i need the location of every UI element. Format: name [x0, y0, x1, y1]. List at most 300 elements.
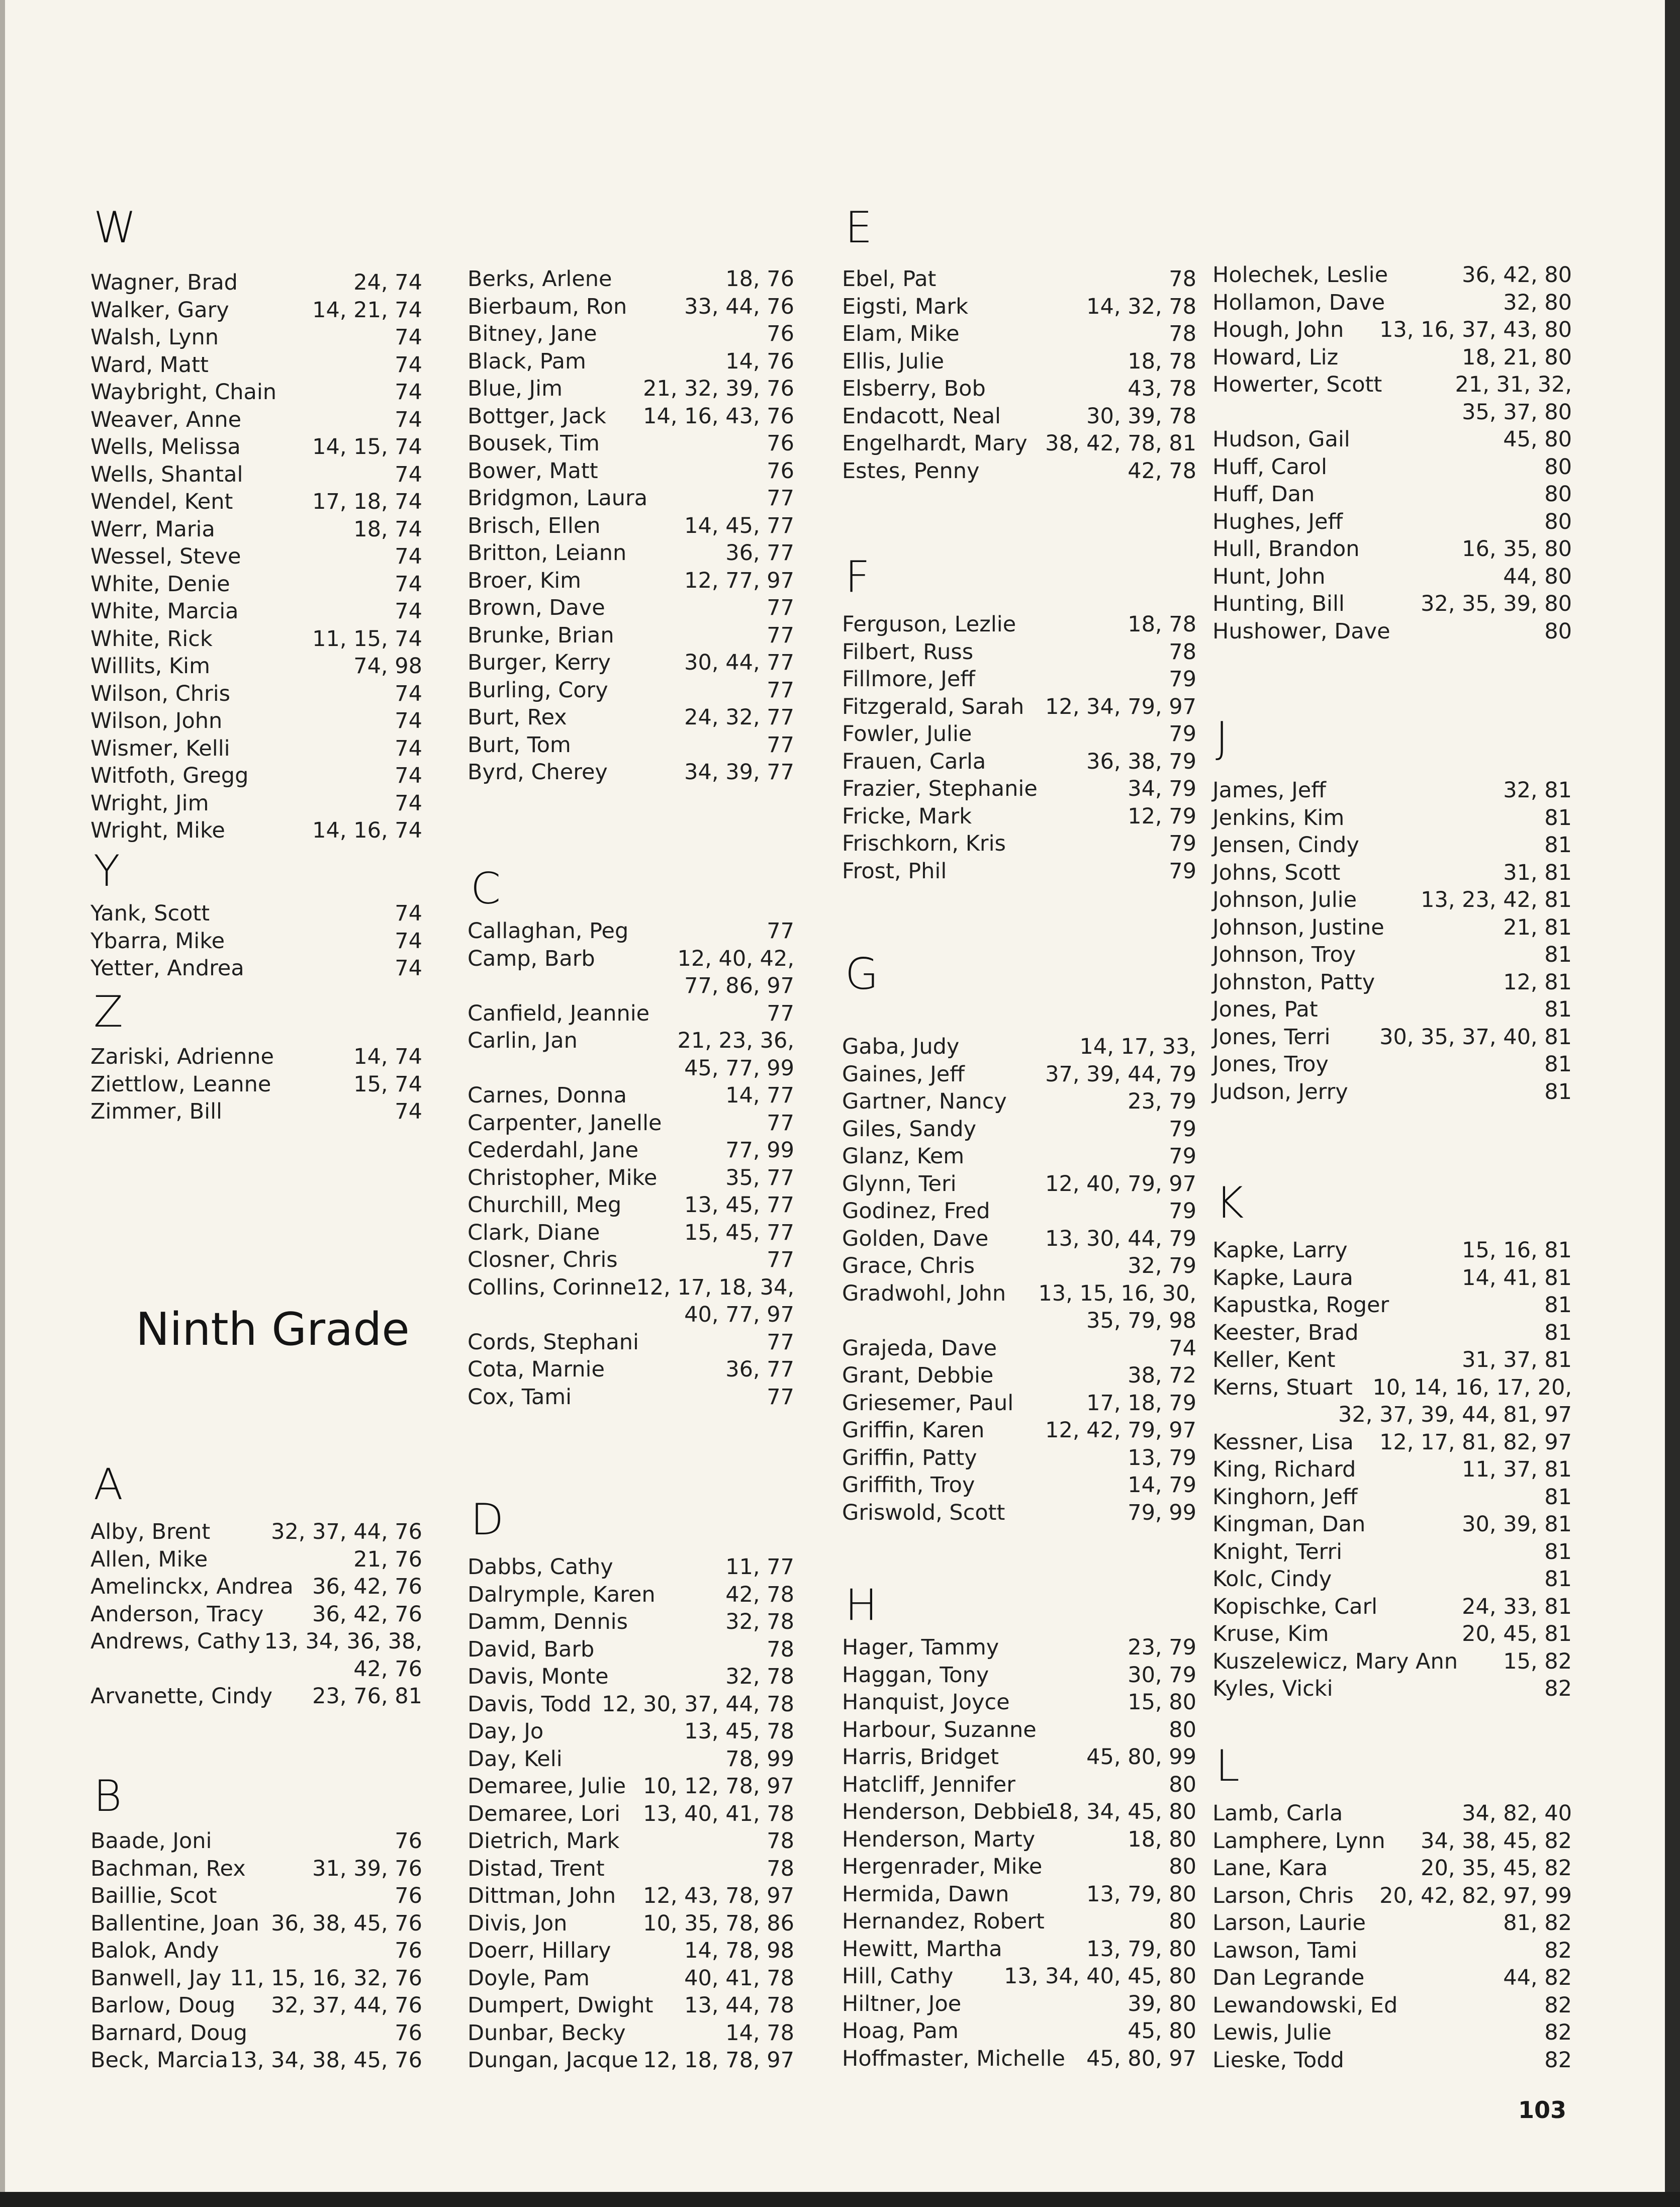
- index-entry: [90, 543, 422, 570]
- entry-pages: 14, 16, 43, 76: [643, 403, 794, 429]
- entry-name: Kinghorn, Jeff: [1212, 1484, 1358, 1510]
- entry-pages: 76: [767, 321, 794, 346]
- entry-name: Kuszelewicz, Mary Ann: [1212, 1648, 1458, 1674]
- entry-name: Davis, Todd: [468, 1691, 592, 1717]
- index-entry: [468, 1110, 794, 1137]
- entry-pages: 82: [1544, 2020, 1572, 2045]
- entry-pages: 13, 79, 80: [1086, 1936, 1196, 1962]
- index-entry: [90, 1601, 422, 1628]
- entry-pages: 10, 35, 78, 86: [643, 1910, 794, 1936]
- index-entry: [90, 680, 422, 707]
- entry-name: Jensen, Cindy: [1212, 833, 1359, 858]
- entry-name: Larson, Laurie: [1212, 1910, 1366, 1936]
- index-entry: [468, 704, 794, 731]
- entry-pages: 81: [1544, 1052, 1572, 1077]
- entry-pages: 77: [767, 732, 794, 758]
- entry-name: Dumpert, Dwight: [468, 1993, 654, 2018]
- entry-name: Bachman, Rex: [90, 1856, 246, 1881]
- entry-pages: 80: [1544, 454, 1572, 480]
- entry-name: Fricke, Mark: [842, 803, 972, 829]
- index-entry: [90, 406, 422, 433]
- entry-pages: 12, 43, 78, 97: [643, 1883, 794, 1908]
- index-entry: [842, 1634, 1196, 1661]
- entry-pages: 13, 34, 40, 45, 80: [1004, 1964, 1196, 1989]
- entry-name: Wendel, Kent: [90, 489, 233, 514]
- entry-name: Baade, Joni: [90, 1828, 212, 1854]
- entry-pages: 24, 74: [353, 270, 422, 295]
- index-entry: [1212, 1620, 1572, 1647]
- entry-pages: 74: [395, 462, 422, 487]
- entry-pages: 74: [395, 571, 422, 597]
- section-letter: D: [471, 1495, 504, 1545]
- entry-name: Zimmer, Bill: [90, 1099, 222, 1124]
- entry-pages: 74: [395, 956, 422, 981]
- index-entry: [468, 917, 794, 945]
- index-entry: [90, 2047, 422, 2074]
- entry-pages: 15, 80: [1128, 1690, 1196, 1715]
- entry-name: Endacott, Neal: [842, 403, 1001, 429]
- entry-name: Hunt, John: [1212, 564, 1326, 589]
- index-entry: [90, 571, 422, 598]
- entry-name: Wright, Mike: [90, 818, 225, 843]
- entry-name: Cederdahl, Jane: [468, 1138, 639, 1163]
- entry-name: Griesemer, Paul: [842, 1390, 1014, 1416]
- entry-pages: 82: [1544, 2047, 1572, 2073]
- index-entry: [468, 1191, 794, 1219]
- index-entry: [90, 379, 422, 406]
- index-entry: [90, 928, 422, 955]
- entry-name: Barlow, Doug: [90, 1993, 236, 2018]
- entry-pages: 45, 80: [1128, 2018, 1196, 2044]
- entry-name: Britton, Leiann: [468, 540, 627, 566]
- entry-name: Hernandez, Robert: [842, 1909, 1045, 1934]
- entry-name: Knight, Terri: [1212, 1539, 1343, 1565]
- index-entry: [842, 1362, 1196, 1389]
- entry-name: Lane, Kara: [1212, 1856, 1328, 1881]
- entry-pages: 79: [1169, 1199, 1196, 1224]
- entry-name: Kyles, Vicki: [1212, 1676, 1333, 1701]
- section-letter: E: [845, 203, 873, 253]
- entry-pages: 78: [767, 1636, 794, 1662]
- section-letter: A: [94, 1459, 123, 1510]
- entry-pages: 38, 72: [1128, 1363, 1196, 1388]
- entry-name: Johnson, Julie: [1212, 887, 1357, 912]
- entry-pages: 23, 79: [1128, 1635, 1196, 1660]
- index-entry: [468, 1691, 794, 1718]
- entry-pages: 81: [1544, 942, 1572, 967]
- entry-name: Hull, Brandon: [1212, 536, 1360, 562]
- entry-name: Andrews, Cathy: [90, 1629, 260, 1654]
- index-entry: [90, 762, 422, 789]
- entry-name: Collins, Corinne: [468, 1274, 637, 1300]
- index-entry: [842, 858, 1196, 885]
- index-entry: [90, 735, 422, 762]
- index-entry: [468, 2019, 794, 2047]
- scan-edge-bottom: [0, 2192, 1680, 2207]
- entry-pages: 14, 77: [725, 1083, 794, 1108]
- index-entry: [842, 1771, 1196, 1798]
- entry-name: Engelhardt, Mary: [842, 431, 1028, 456]
- index-entry: [468, 1992, 794, 2019]
- entry-name: Huff, Carol: [1212, 454, 1327, 480]
- entry-name: White, Rick: [90, 626, 213, 652]
- entry-name: Broer, Kim: [468, 568, 582, 593]
- entry-pages: 74: [395, 901, 422, 926]
- index-entry: [90, 1827, 422, 1855]
- index-entry: [842, 1662, 1196, 1689]
- entry-pages: 81: [1544, 1539, 1572, 1565]
- entry-pages: 15, 74: [353, 1071, 422, 1097]
- entry-name: Arvanette, Cindy: [90, 1684, 273, 1709]
- entry-pages: 42, 78: [1128, 458, 1196, 484]
- index-entry: [90, 1910, 422, 1937]
- index-entry: [1212, 535, 1572, 563]
- entry-name: Callaghan, Peg: [468, 918, 629, 944]
- entry-name: Frischkorn, Kris: [842, 831, 1006, 856]
- entry-pages: 34, 79: [1128, 776, 1196, 801]
- entry-pages: 15, 16, 81: [1462, 1238, 1572, 1263]
- entry-pages: 14, 76: [725, 348, 794, 374]
- index-entry: [468, 594, 794, 621]
- index-entry: [468, 293, 794, 320]
- index-entry: [842, 1798, 1196, 1825]
- index-entry: [468, 1965, 794, 1992]
- section-letter: L: [1216, 1741, 1240, 1791]
- entry-pages: 81: [1544, 1484, 1572, 1510]
- entry-name: Kingman, Dan: [1212, 1512, 1366, 1537]
- scan-edge-right: [1665, 0, 1680, 2207]
- entry-pages: 32, 80: [1503, 290, 1572, 315]
- entry-name: Hermida, Dawn: [842, 1881, 1009, 1907]
- entry-pages: 36, 42, 76: [312, 1601, 422, 1627]
- entry-pages: 76: [395, 1828, 422, 1854]
- entry-pages: 18, 74: [353, 516, 422, 542]
- entry-pages: 14, 45, 77: [684, 513, 794, 538]
- entry-pages: 36, 42, 80: [1462, 262, 1572, 288]
- entry-name: Lawson, Tami: [1212, 1938, 1358, 1963]
- entry-name: Berks, Arlene: [468, 266, 612, 292]
- index-entry: [842, 430, 1196, 457]
- entry-name: Dittman, John: [468, 1883, 616, 1908]
- entry-pages: 12, 17, 18, 34,: [636, 1274, 794, 1300]
- entry-name: Distad, Trent: [468, 1856, 605, 1881]
- index-entry: [468, 622, 794, 649]
- entry-name: Amelinckx, Andrea: [90, 1574, 294, 1599]
- index-entry: [468, 1882, 794, 1909]
- entry-pages: 77: [767, 1329, 794, 1355]
- entry-name: Closner, Chris: [468, 1247, 618, 1272]
- index-entry: [842, 1143, 1196, 1170]
- entry-pages: 81: [1544, 1293, 1572, 1318]
- index-entry: [1212, 453, 1572, 481]
- index-entry: [1212, 832, 1572, 859]
- entry-name: James, Jeff: [1212, 778, 1326, 803]
- entry-pages: 14, 21, 74: [312, 297, 422, 323]
- entry-pages: 14, 41, 81: [1462, 1265, 1572, 1291]
- entry-pages: 18, 34, 45, 80: [1045, 1799, 1196, 1824]
- index-entry: [1212, 1024, 1572, 1051]
- entry-name: Howard, Liz: [1212, 344, 1339, 370]
- section-letter: G: [845, 949, 879, 999]
- entry-pages: 21, 81: [1503, 914, 1572, 940]
- entry-pages: 79, 99: [1128, 1500, 1196, 1525]
- index-entry: [1212, 996, 1572, 1023]
- entry-pages: 36, 77: [725, 1357, 794, 1382]
- entry-name: Fowler, Julie: [842, 721, 972, 747]
- entry-name: White, Marcia: [90, 599, 239, 624]
- entry-name: Dabbs, Cathy: [468, 1554, 613, 1580]
- index-entry: [1212, 914, 1572, 941]
- index-entry: [1212, 1051, 1572, 1078]
- index-column: [468, 0, 794, 2162]
- entry-pages: 14, 15, 74: [312, 434, 422, 459]
- entry-name: Cota, Marnie: [468, 1357, 605, 1382]
- entry-name: King, Richard: [1212, 1457, 1356, 1482]
- entry-name: Carnes, Donna: [468, 1083, 627, 1108]
- index-entry: [842, 1908, 1196, 1935]
- entry-name: Carlin, Jan: [468, 1028, 578, 1053]
- entry-name: Howerter, Scott: [1212, 372, 1382, 397]
- index-entry: [842, 638, 1196, 666]
- index-entry: [468, 649, 794, 676]
- entry-pages: 76: [395, 2020, 422, 2046]
- entry-pages: 74: [1169, 1335, 1196, 1361]
- index-entry: [468, 759, 794, 786]
- entry-pages: 77: [767, 677, 794, 703]
- index-entry: [842, 1335, 1196, 1362]
- entry-pages: 35, 77: [725, 1165, 794, 1190]
- entry-name: Hergenrader, Mike: [842, 1854, 1043, 1879]
- index-entry: [90, 707, 422, 734]
- entry-pages: 30, 39, 81: [1462, 1512, 1572, 1537]
- entry-pages: 13, 34, 36, 38,: [264, 1629, 422, 1654]
- index-entry: [90, 269, 422, 296]
- entry-pages: 20, 45, 81: [1462, 1621, 1572, 1646]
- index-entry: [468, 512, 794, 539]
- entry-pages: 23, 79: [1128, 1089, 1196, 1114]
- entry-pages: 36, 42, 76: [312, 1574, 422, 1599]
- entry-pages: 12, 18, 78, 97: [643, 2048, 794, 2073]
- entry-name: Beck, Marcia: [90, 2048, 228, 2073]
- index-entry: [842, 803, 1196, 830]
- index-entry: [468, 1246, 794, 1273]
- entry-pages: 30, 39, 78: [1086, 403, 1196, 429]
- entry-pages: 12, 17, 81, 82, 97: [1379, 1429, 1572, 1455]
- index-entry: [1212, 289, 1572, 316]
- entry-name: Hoag, Pam: [842, 2018, 959, 2044]
- entry-pages: 31, 81: [1503, 860, 1572, 885]
- entry-name: Day, Keli: [468, 1746, 563, 1772]
- index-entry: [468, 1137, 794, 1164]
- entry-pages: 74: [395, 681, 422, 706]
- index-entry: [468, 457, 794, 485]
- entry-name: White, Denie: [90, 571, 230, 597]
- entry-name: Dan Legrande: [1212, 1965, 1365, 1990]
- entry-name: Gradwohl, John: [842, 1280, 1006, 1306]
- index-entry: [468, 1219, 794, 1246]
- entry-pages: 18, 78: [1128, 348, 1196, 374]
- index-entry: [842, 1170, 1196, 1198]
- entry-name: Kruse, Kim: [1212, 1621, 1329, 1646]
- index-entry: [468, 1553, 794, 1581]
- index-entry: [842, 1472, 1196, 1499]
- entry-name: Glynn, Teri: [842, 1171, 957, 1197]
- entry-pages: 13, 34, 38, 45, 76: [230, 2048, 422, 2073]
- entry-pages: 18, 76: [725, 266, 794, 292]
- entry-name: Estes, Penny: [842, 458, 980, 484]
- entry-name: Alby, Brent: [90, 1519, 211, 1544]
- index-entry: [842, 1116, 1196, 1143]
- index-entry: [468, 1356, 794, 1383]
- entry-name: Lewandowski, Ed: [1212, 1992, 1398, 2018]
- entry-pages: 82: [1544, 1676, 1572, 1701]
- index-entry: [1212, 2047, 1572, 2074]
- section-letter: F: [845, 552, 870, 602]
- index-entry: [90, 2019, 422, 2047]
- entry-pages: 34, 38, 45, 82: [1421, 1828, 1572, 1854]
- entry-name: Burt, Rex: [468, 705, 567, 730]
- entry-name: Hatcliff, Jennifer: [842, 1772, 1015, 1797]
- index-entry: [90, 1855, 422, 1882]
- entry-name: Glanz, Kem: [842, 1144, 965, 1169]
- section-letter: Z: [94, 987, 123, 1037]
- entry-pages: 21, 23, 36,: [677, 1028, 794, 1053]
- entry-pages: 74: [395, 763, 422, 788]
- entry-name: Black, Pam: [468, 348, 586, 374]
- index-entry: [842, 611, 1196, 638]
- entry-pages: 76: [395, 1883, 422, 1908]
- index-entry: [468, 265, 794, 293]
- entry-name: Frazier, Stephanie: [842, 776, 1038, 801]
- entry-pages: 76: [395, 1938, 422, 1963]
- entry-pages: 12, 34, 79, 97: [1045, 694, 1196, 719]
- entry-name: Golden, Dave: [842, 1226, 989, 1251]
- index-column: [1212, 0, 1572, 2162]
- entry-pages: 74: [395, 380, 422, 405]
- entry-name: Ellis, Julie: [842, 348, 945, 374]
- entry-pages: 14, 74: [353, 1044, 422, 1069]
- index-entry: [1212, 1800, 1572, 1827]
- index-entry: [1212, 1827, 1572, 1855]
- entry-pages: 16, 35, 80: [1462, 536, 1572, 562]
- entry-pages: 43, 78: [1128, 376, 1196, 401]
- entry-pages: 81, 82: [1503, 1910, 1572, 1936]
- entry-name: Willits, Kim: [90, 654, 210, 679]
- entry-pages: 81: [1544, 1079, 1572, 1105]
- index-entry: [468, 972, 794, 999]
- entry-pages: 78: [767, 1856, 794, 1881]
- index-entry: [1212, 1401, 1572, 1428]
- index-entry: [90, 1518, 422, 1545]
- index-entry: [842, 1033, 1196, 1060]
- entry-name: Doyle, Pam: [468, 1965, 590, 1991]
- entry-name: Wells, Melissa: [90, 434, 241, 459]
- entry-name: Harris, Bridget: [842, 1744, 999, 1770]
- entry-name: Harbour, Suzanne: [842, 1717, 1037, 1742]
- entry-pages: 80: [1169, 1717, 1196, 1742]
- section-letter: Y: [94, 846, 120, 896]
- index-entry: [90, 1628, 422, 1655]
- entry-name: Witfoth, Gregg: [90, 763, 249, 788]
- index-entry: [1212, 1319, 1572, 1346]
- index-entry: [1212, 1937, 1572, 1964]
- index-entry: [468, 1164, 794, 1191]
- section-heading: Ninth Grade: [136, 1303, 410, 1356]
- index-entry: [468, 1636, 794, 1663]
- index-entry: [842, 348, 1196, 375]
- index-entry: [90, 488, 422, 515]
- entry-pages: 32, 81: [1503, 778, 1572, 803]
- section-letter: K: [1216, 1178, 1244, 1228]
- entry-pages: 12, 79: [1128, 803, 1196, 829]
- entry-name: Damm, Dennis: [468, 1609, 628, 1634]
- entry-name: Griswold, Scott: [842, 1500, 1005, 1525]
- entry-name: Kessner, Lisa: [1212, 1429, 1354, 1455]
- entry-name: Bousek, Tim: [468, 431, 600, 456]
- entry-pages: 11, 77: [725, 1554, 794, 1580]
- index-entry: [468, 1608, 794, 1635]
- entry-pages: 74: [395, 735, 422, 761]
- entry-pages: 78: [1169, 639, 1196, 665]
- entry-pages: 39, 80: [1128, 1991, 1196, 2016]
- entry-name: David, Barb: [468, 1636, 595, 1662]
- entry-pages: 77, 86, 97: [684, 973, 794, 998]
- index-entry: [842, 1853, 1196, 1880]
- entry-pages: 15, 82: [1503, 1648, 1572, 1674]
- entry-pages: 40, 41, 78: [684, 1965, 794, 1991]
- entry-pages: 77: [767, 1247, 794, 1272]
- entry-name: Hoffmaster, Michelle: [842, 2046, 1065, 2071]
- entry-pages: 45, 80, 97: [1086, 2046, 1196, 2071]
- entry-name: Grant, Debbie: [842, 1363, 994, 1388]
- entry-pages: 74: [395, 599, 422, 624]
- entry-pages: 74: [395, 407, 422, 432]
- entry-pages: 14, 17, 33,: [1079, 1034, 1196, 1059]
- section-letter: W: [94, 203, 137, 253]
- entry-name: Hushower, Dave: [1212, 618, 1390, 644]
- index-entry: [842, 2045, 1196, 2072]
- entry-pages: 80: [1169, 1854, 1196, 1879]
- entry-name: Jones, Terri: [1212, 1024, 1331, 1050]
- entry-pages: 11, 15, 74: [312, 626, 422, 652]
- entry-name: Johnston, Patty: [1212, 969, 1375, 995]
- entry-name: Lamb, Carla: [1212, 1801, 1343, 1826]
- entry-name: Gartner, Nancy: [842, 1089, 1007, 1114]
- entry-name: Wilson, Chris: [90, 681, 231, 706]
- entry-pages: 74: [395, 325, 422, 350]
- entry-pages: 32, 78: [725, 1609, 794, 1634]
- entry-name: Ward, Matt: [90, 352, 209, 378]
- entry-name: Wells, Shantal: [90, 462, 243, 487]
- entry-pages: 45, 80: [1503, 427, 1572, 452]
- index-entry: [1212, 1964, 1572, 1991]
- entry-pages: 77: [767, 918, 794, 944]
- entry-pages: 24, 32, 77: [684, 705, 794, 730]
- index-entry: [842, 1881, 1196, 1908]
- entry-name: Henderson, Debbie: [842, 1799, 1050, 1824]
- entry-name: Griffin, Patty: [842, 1445, 977, 1470]
- entry-pages: 12, 42, 79, 97: [1045, 1418, 1196, 1443]
- entry-name: Yank, Scott: [90, 901, 210, 926]
- entry-pages: 78: [1169, 321, 1196, 346]
- scan-edge-left: [0, 0, 5, 2207]
- entry-pages: 31, 37, 81: [1462, 1347, 1572, 1372]
- index-entry: [90, 1071, 422, 1098]
- entry-pages: 21, 76: [353, 1546, 422, 1572]
- index-entry: [1212, 1078, 1572, 1106]
- index-entry: [90, 598, 422, 625]
- entry-name: Grajeda, Dave: [842, 1335, 997, 1361]
